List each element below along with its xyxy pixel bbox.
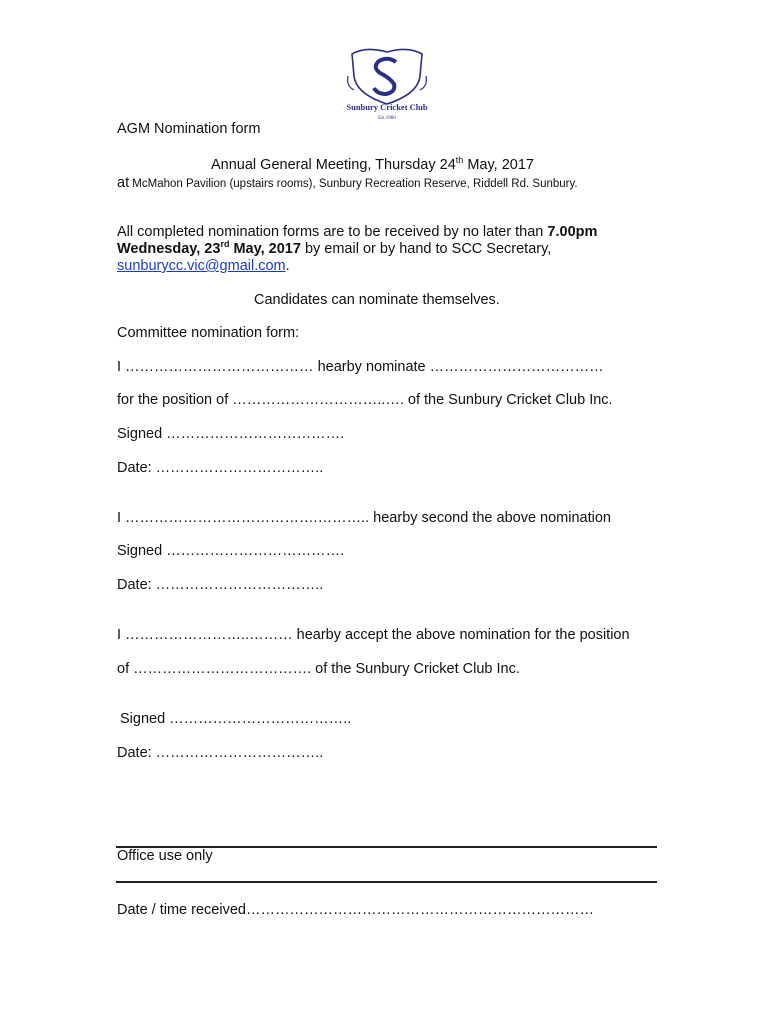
location-at: at xyxy=(117,175,130,191)
signed-nominee: Signed ……………………………….. xyxy=(120,711,352,727)
date-seconder: Date: …………………………….. xyxy=(117,577,324,593)
committee-form-title: Committee nomination form: xyxy=(117,325,300,341)
nominate-line: I ………………………………… hearby nominate ……………………………… xyxy=(117,359,604,375)
meeting-text-a: Annual General Meeting, Thursday 24 xyxy=(211,157,456,173)
signed-seconder: Signed ………………………………. xyxy=(117,543,345,559)
deadline-line-1 xyxy=(117,224,597,241)
accept-line: I ……………………..……… hearby accept the above nomination for the position xyxy=(117,627,630,643)
meeting-heading xyxy=(211,157,534,174)
club-logo xyxy=(344,46,430,122)
deadline-text-c: by email or by hand to SCC Secretary, xyxy=(300,241,552,257)
deadline-line-2 xyxy=(117,241,551,258)
second-line: I ………………………………….……….. hearby second the above nomination xyxy=(117,510,611,526)
position-line: for the position of …………………………..…. of the Sunbury Cricket Club Inc. xyxy=(117,392,613,408)
office-rule-bottom xyxy=(116,881,657,883)
meeting-text-b: May, 2017 xyxy=(463,157,534,173)
email-period: . xyxy=(285,258,290,274)
office-use-title: Office use only xyxy=(117,848,213,864)
deadline-day xyxy=(117,241,301,257)
date-nominator: Date: …………………………….. xyxy=(117,460,324,476)
email-line xyxy=(117,258,290,275)
est-logo-text: Est.1960 xyxy=(378,116,396,121)
form-title: AGM Nomination form xyxy=(117,121,261,137)
signed-nominator: Signed ………………………………. xyxy=(117,426,345,442)
self-nomination-note: Candidates can nominate themselves. xyxy=(254,292,500,308)
deadline-time: 7.00pm xyxy=(547,224,598,240)
accept-line-2: of ………………………………. of the Sunbury Cricket Club Inc. xyxy=(117,661,520,677)
deadline-day-b: May, 2017 xyxy=(229,241,301,257)
meeting-sup: th xyxy=(455,155,464,166)
date-nominee: Date: …………………………….. xyxy=(117,745,324,761)
deadline-text-a: All completed nomination forms are to be received by no later than xyxy=(117,224,548,240)
deadline-day-a: Wednesday, 23 xyxy=(117,241,221,257)
secretary-email-link[interactable]: sunburycc.vic@gmail.com xyxy=(117,258,286,274)
meeting-location xyxy=(117,175,578,193)
date-time-received: Date / time received……………………………………………………………… xyxy=(117,902,594,918)
club-name-logo-text: Sunbury Cricket Club xyxy=(346,102,428,112)
location-details: McMahon Pavilion (upstairs rooms), Sunbury Recreation Reserve, Riddell Rd. Sunbury. xyxy=(129,178,578,190)
deadline-day-sup: rd xyxy=(220,239,230,250)
